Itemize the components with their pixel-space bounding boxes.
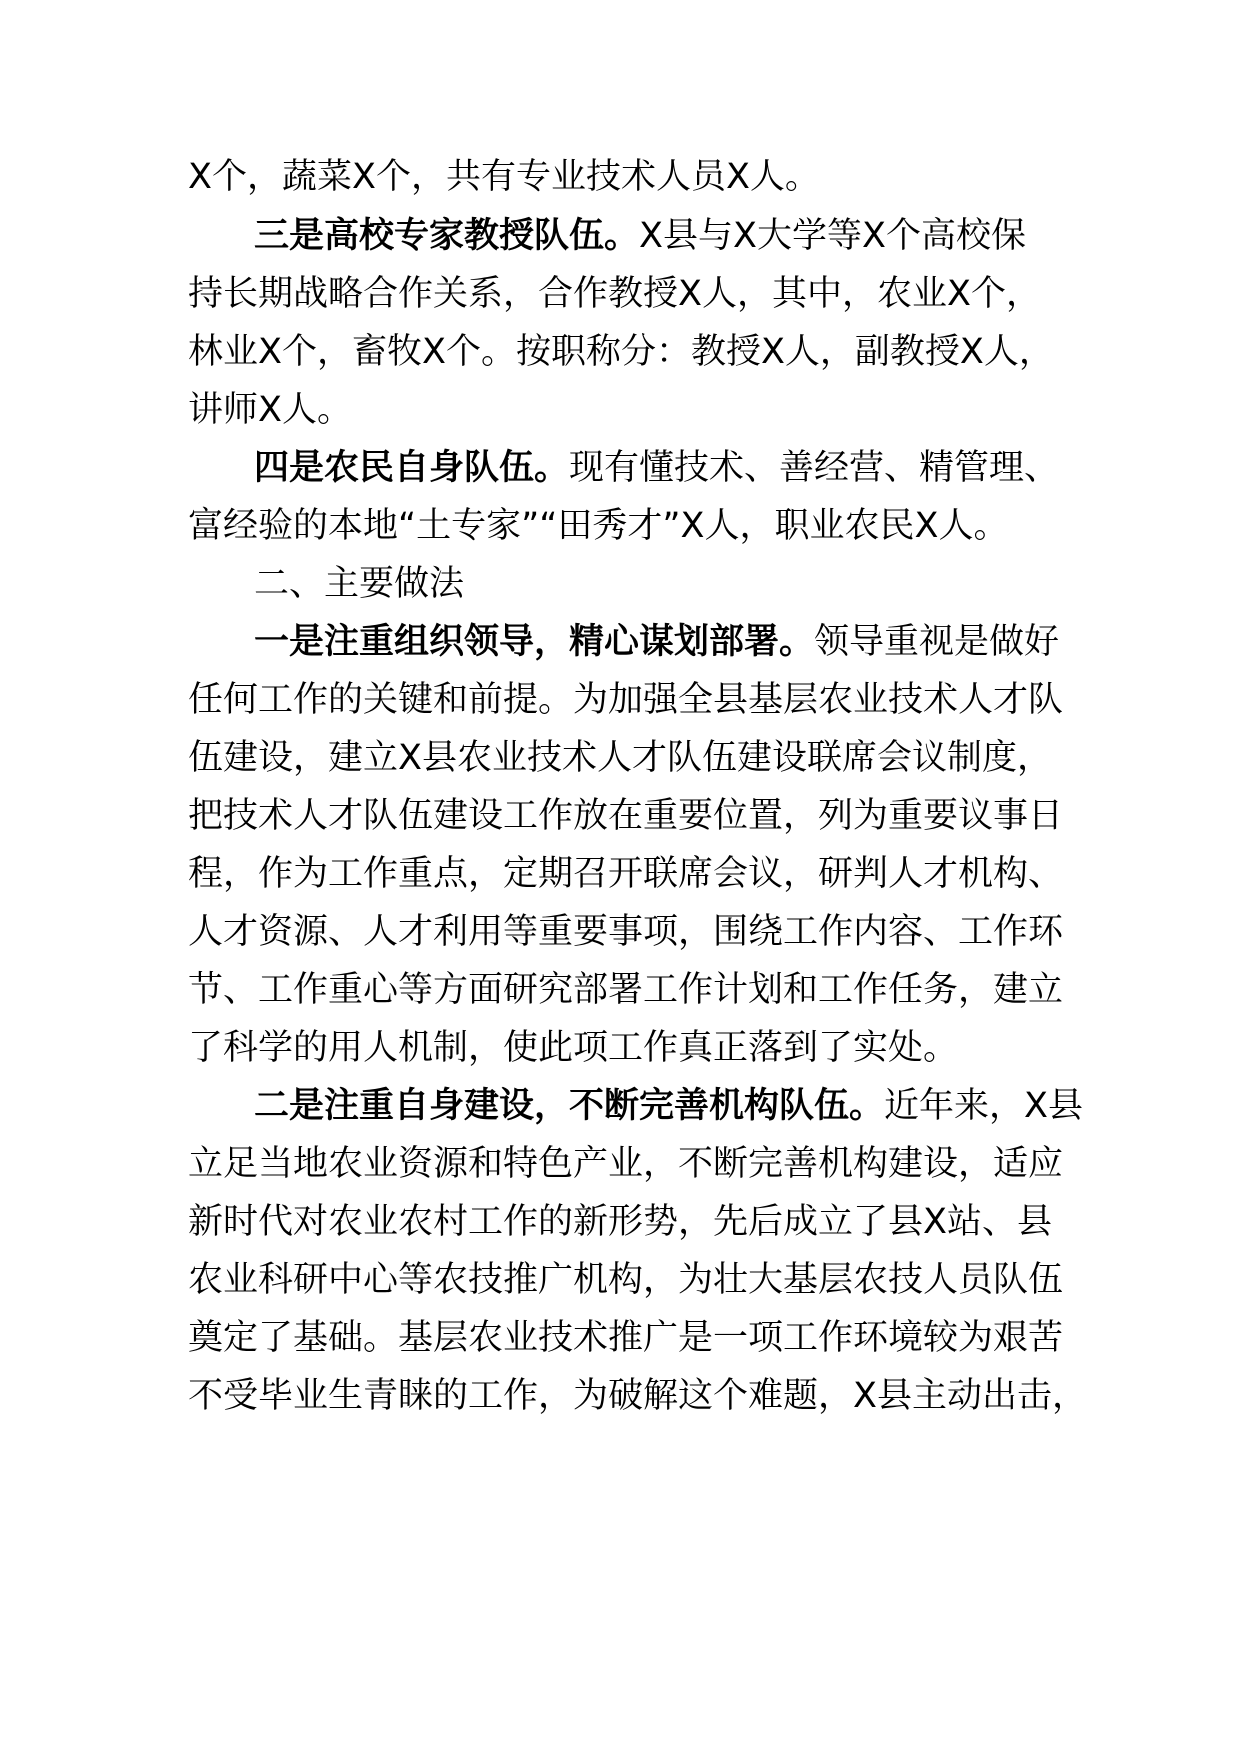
- line-text: 新时代对农业农村工作的新形势，先后成立了县X站、县: [188, 1202, 1052, 1242]
- paragraph-start: [254, 204, 1026, 268]
- paragraph-start: [254, 436, 1059, 500]
- line-text: X县与X大学等X个高校保: [639, 216, 1026, 256]
- line-text: 伍建设，建立X县农业技术人才队伍建设联席会议制度，: [188, 738, 1052, 778]
- text-line: [188, 378, 352, 442]
- line-text: 富经验的本地“土专家”“田秀才”X人，职业农民X人。: [188, 506, 1009, 546]
- line-text: 节、工作重心等方面研究部署工作计划和工作任务，建立: [188, 970, 1064, 1010]
- line-text: 讲师X人。: [188, 390, 352, 430]
- text-line: [188, 1364, 1087, 1428]
- line-text: 奠定了基础。基层农业技术推广是一项工作环境较为艰苦: [188, 1318, 1064, 1358]
- line-text: 领导重视是做好: [814, 622, 1060, 662]
- section-heading: [254, 552, 464, 616]
- text-line: [188, 1016, 958, 1080]
- text-line: [188, 320, 1054, 384]
- text-line: [188, 1132, 1063, 1196]
- section-title: 二、主要做法: [254, 564, 465, 604]
- text-line: [188, 1190, 1052, 1254]
- paragraph-start: [254, 610, 1059, 674]
- line-text: 近年来，X县: [884, 1086, 1083, 1126]
- text-line: [188, 668, 1063, 732]
- line-text: 持长期战略合作关系，合作教授X人，其中，农业X个，: [188, 274, 1041, 314]
- paragraph-start: [254, 1074, 1083, 1138]
- line-text: 不受毕业生青睐的工作，为破解这个难题，X县主动出击，: [188, 1376, 1087, 1416]
- line-text: 现有懂技术、善经营、精管理、: [569, 448, 1060, 488]
- text-line: [188, 726, 1052, 790]
- line-text: X个，蔬菜X个，共有专业技术人员X人。: [188, 157, 820, 197]
- text-line: [188, 958, 1063, 1022]
- paragraph-heading: 四是农民自身队伍。: [254, 448, 570, 488]
- text-line: [188, 842, 1063, 906]
- line-text: 林业X个，畜牧X个。按职称分：教授X人，副教授X人，: [188, 332, 1054, 372]
- line-text: 人才资源、人才利用等重要事项，围绕工作内容、工作环: [188, 912, 1064, 952]
- text-line: [188, 1248, 1063, 1312]
- text-line: [188, 494, 1009, 558]
- line-text: 了科学的用人机制，使此项工作真正落到了实处。: [188, 1028, 959, 1068]
- line-text: 农业科研中心等农技推广机构，为壮大基层农技人员队伍: [188, 1260, 1064, 1300]
- text-line: [188, 145, 820, 209]
- text-line: [188, 784, 1063, 848]
- line-text: 把技术人才队伍建设工作放在重要位置，列为重要议事日: [188, 796, 1064, 836]
- paragraph-heading: 一是注重组织领导，精心谋划部署。: [254, 622, 815, 662]
- text-line: [188, 900, 1063, 964]
- text-line: [188, 1306, 1063, 1370]
- paragraph-heading: 三是高校专家教授队伍。: [254, 216, 640, 256]
- line-text: 任何工作的关键和前提。为加强全县基层农业技术人才队: [188, 680, 1064, 720]
- text-line: [188, 262, 1041, 326]
- paragraph-heading: 二是注重自身建设，不断完善机构队伍。: [254, 1086, 885, 1126]
- line-text: 程，作为工作重点，定期召开联席会议，研判人才机构、: [188, 854, 1064, 894]
- line-text: 立足当地农业资源和特色产业，不断完善机构建设，适应: [188, 1144, 1064, 1184]
